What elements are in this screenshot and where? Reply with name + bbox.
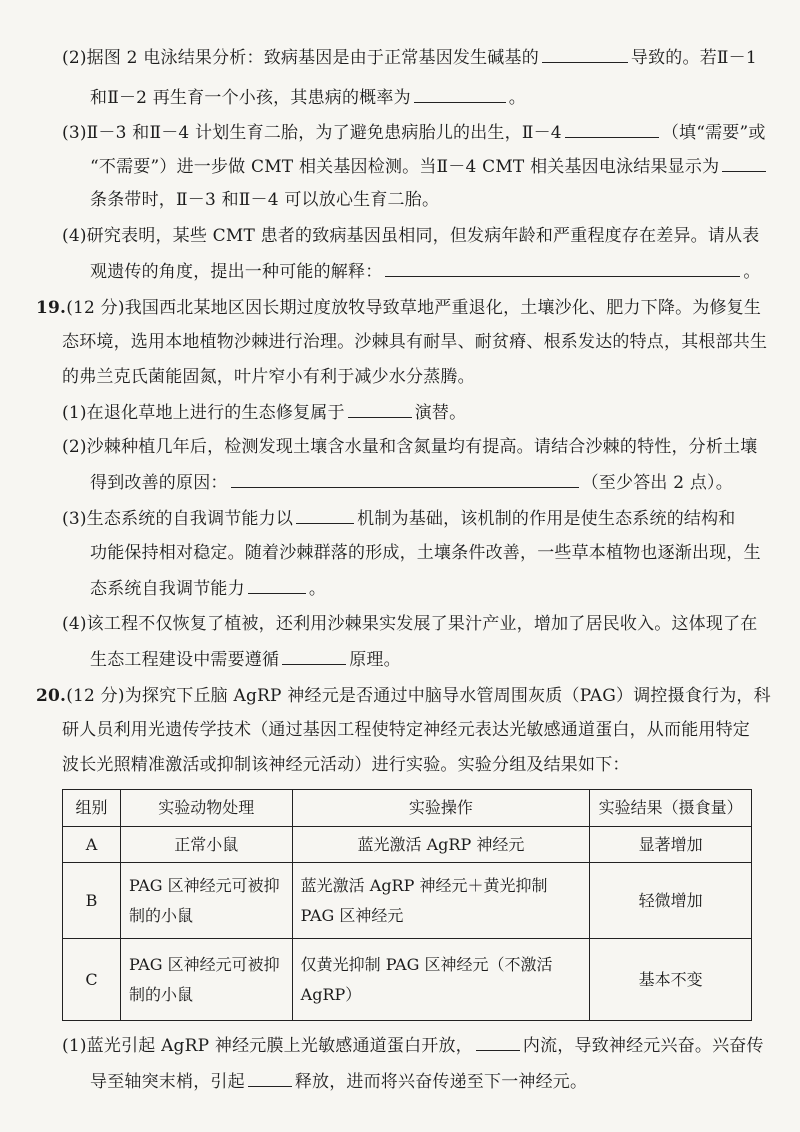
text: (12 分)为探究下丘脑 AgRP 神经元是否通过中脑导水管周围灰质（PAG）调控摄食行为，科 (66, 686, 771, 706)
text: (1)蓝光引起 AgRP 神经元膜上光敏感通道蛋白开放， (62, 1036, 473, 1056)
q18-part3-line3 (90, 188, 439, 212)
text: 释放，进而将兴奋传递至下一神经元。 (294, 1072, 588, 1092)
q18-part4-line2 (90, 260, 761, 284)
q18-part2-line1 (62, 46, 757, 70)
text: 生态工程建设中需要遵循 (90, 650, 280, 670)
answer-blank[interactable] (722, 155, 766, 172)
text: 。 (743, 262, 761, 282)
cell-animal: 正常小鼠 (120, 827, 292, 863)
q20-intro-line1 (36, 684, 771, 708)
q18-part4-line1 (62, 224, 759, 248)
cell-group: C (63, 939, 121, 1021)
question-number: 20. (36, 686, 67, 706)
q19-part3-line2 (90, 541, 761, 565)
table-row (63, 827, 752, 863)
cell-operation: 蓝光激活 AgRP 神经元＋黄光抑制 PAG 区神经元 (292, 863, 590, 939)
answer-blank[interactable] (231, 471, 579, 488)
text: 演替。 (414, 403, 467, 423)
cell-result: 基本不变 (590, 939, 752, 1021)
text: 。 (308, 579, 327, 599)
answer-blank[interactable] (565, 121, 659, 138)
cell-result: 轻微增加 (590, 863, 752, 939)
text: 研人员利用光遗传学技术（通过基因工程使特定神经元表达光敏感通道蛋白，从而能用特定 (62, 720, 750, 740)
q19-intro-line2 (62, 330, 767, 354)
answer-blank[interactable] (542, 46, 628, 63)
cell-group: A (63, 827, 121, 863)
text: 条条带时，Ⅱ－3 和Ⅱ－4 可以放心生育二胎。 (90, 190, 440, 210)
q19-part3-line1 (62, 507, 736, 531)
answer-blank[interactable] (296, 507, 354, 524)
q19-part2-line1 (62, 435, 757, 459)
text: 波长光照精准激活或抑制该神经元活动）进行实验。实验分组及结果如下： (62, 755, 630, 775)
text: 和Ⅱ－2 再生育一个小孩，其患病的概率为 (90, 88, 411, 108)
table-header-row (63, 790, 752, 827)
text: 内流，导致神经元兴奋。兴奋传 (522, 1036, 764, 1056)
answer-blank[interactable] (414, 86, 506, 103)
header-result: 实验结果（摄食量） (590, 790, 752, 827)
text: 。 (508, 88, 526, 108)
header-group: 组别 (63, 790, 121, 827)
table-row (63, 863, 752, 939)
q19-part3-line3 (90, 577, 326, 601)
text: 导至轴突末梢，引起 (90, 1072, 245, 1092)
question-number: 19. (36, 298, 67, 318)
q18-part3-line1 (62, 121, 766, 145)
q19-intro-line3 (62, 365, 475, 389)
q18-part3-line2 (90, 155, 769, 179)
experiment-table (62, 789, 752, 1021)
text: “不需要”）进一步做 CMT 相关基因检测。当Ⅱ－4 CMT 相关基因电泳结果显示为 (90, 157, 720, 177)
cell-animal: PAG 区神经元可被抑制的小鼠 (120, 863, 292, 939)
text: (2)据图 2 电泳结果分析：致病基因是由于正常基因发生碱基的 (62, 48, 539, 68)
text: (1)在退化草地上进行的生态修复属于 (62, 403, 345, 423)
answer-blank[interactable] (476, 1034, 520, 1051)
q19-part4-line2 (90, 648, 401, 672)
q20-part1-line2 (90, 1070, 587, 1094)
answer-blank[interactable] (348, 401, 412, 418)
answer-blank[interactable] (282, 648, 346, 665)
q18-part2-line2 (90, 86, 526, 110)
text: 态系统自我调节能力 (90, 579, 245, 599)
cell-operation: 蓝光激活 AgRP 神经元 (292, 827, 590, 863)
q19-part1 (62, 401, 466, 425)
text: （填“需要”或 (661, 123, 766, 143)
text: 原理。 (349, 650, 401, 670)
text: 导致的。若Ⅱ－1 (630, 48, 757, 68)
text: (4)该工程不仅恢复了植被，还利用沙棘果实发展了果汁产业，增加了居民收入。这体现了在 (62, 614, 758, 634)
q20-intro-line2 (62, 718, 750, 742)
text: (3)Ⅱ－3 和Ⅱ－4 计划生育二胎，为了避免患病胎儿的出生，Ⅱ－4 (62, 123, 562, 143)
answer-blank[interactable] (248, 1070, 292, 1087)
answer-blank[interactable] (248, 577, 306, 594)
cell-animal: PAG 区神经元可被抑制的小鼠 (120, 939, 292, 1021)
text: （至少答出 2 点）。 (581, 473, 733, 493)
cell-group: B (63, 863, 121, 939)
q19-part2-line2 (90, 471, 733, 495)
q20-intro-line3 (62, 753, 630, 777)
text: 得到改善的原因： (90, 473, 228, 493)
text: (4)研究表明，某些 CMT 患者的致病基因虽相同，但发病年龄和严重程度存在差异。请从表 (62, 226, 760, 246)
text: 观遗传的角度，提出一种可能的解释： (90, 262, 383, 282)
text: 机制为基础，该机制的作用是使生态系统的结构和 (357, 509, 736, 529)
text: 功能保持相对稳定。随着沙棘群落的形成，土壤条件改善，一些草本植物也逐渐出现，生 (90, 543, 761, 563)
text: 的弗兰克氏菌能固氮，叶片窄小有利于减少水分蒸腾。 (62, 367, 475, 387)
cell-result: 显著增加 (590, 827, 752, 863)
answer-blank[interactable] (385, 260, 740, 277)
q19-intro-line1 (36, 296, 761, 320)
header-animal: 实验动物处理 (120, 790, 292, 827)
table-row (63, 939, 752, 1021)
cell-operation: 仅黄光抑制 PAG 区神经元（不激活 AgRP） (292, 939, 590, 1021)
q20-part1-line1 (62, 1034, 764, 1058)
q19-part4-line1 (62, 612, 757, 636)
text: (12 分)我国西北某地区因长期过度放牧导致草地严重退化，土壤沙化、肥力下降。为修复生 (66, 298, 762, 318)
text: 态环境，选用本地植物沙棘进行治理。沙棘具有耐旱、耐贫瘠、根系发达的特点，其根部共生 (62, 332, 768, 352)
text: (2)沙棘种植几年后，检测发现土壤含水量和含氮量均有提高。请结合沙棘的特性，分析土壤 (62, 437, 758, 457)
header-operation: 实验操作 (292, 790, 590, 827)
text: (3)生态系统的自我调节能力以 (62, 509, 294, 529)
